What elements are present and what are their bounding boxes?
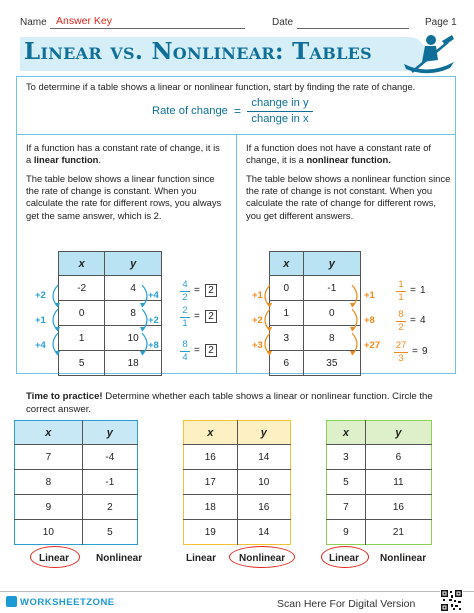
option-nonlinear[interactable]: Nonlinear (380, 553, 427, 564)
rowing-mascot-icon (398, 32, 458, 76)
intro-text: To determine if a table shows a linear or nonlinear function, start by finding the rate of change. (26, 81, 416, 92)
ratio-numerator: 1 (398, 279, 404, 290)
table-row: 8 -1 (15, 470, 138, 495)
table-row: 10 5 (15, 520, 138, 545)
table-row: 6 35 (270, 351, 361, 376)
table-row: 19 14 (184, 520, 291, 545)
ratio-denominator: 4 (182, 352, 188, 363)
y-change-label: +8 (364, 315, 375, 326)
table-row: 9 21 (327, 520, 432, 545)
table-row: 17 10 (184, 470, 291, 495)
nonlinear-definition: If a function does not have a constant rate of change, it is a nonlinear function. (246, 142, 432, 166)
box-divider-vertical (236, 134, 237, 373)
ratio-denominator: 1 (398, 292, 404, 303)
linear-definition: If a function has a constant rate of change, it is a linear function. (26, 142, 220, 166)
column-header: x (184, 421, 238, 445)
footer-divider (0, 591, 474, 592)
ratio-denominator: 2 (182, 292, 188, 303)
x-change-label: +4 (35, 340, 46, 351)
table-row: 5 11 (327, 470, 432, 495)
ratio-result: 1 (420, 285, 426, 296)
option-linear[interactable]: Linear (186, 553, 217, 564)
ratio-numerator: 4 (182, 279, 188, 290)
table-row: -2 4 (59, 276, 162, 301)
qr-code-icon[interactable] (440, 589, 463, 612)
table-row: 7 -4 (15, 445, 138, 470)
table-row: 1 10 (59, 326, 162, 351)
ratio-result: 4 (420, 315, 426, 326)
table-row: 7 16 (327, 495, 432, 520)
date-label: Date (272, 17, 294, 28)
option-linear[interactable]: Linear (329, 553, 360, 564)
ratio-equals: = (410, 315, 416, 326)
ratio-equals: = (194, 311, 200, 322)
column-header: x (327, 421, 366, 445)
table-row: 5 18 (59, 351, 162, 376)
column-header: y (82, 421, 137, 445)
x-change-label: +1 (35, 315, 46, 326)
ratio-numerator: 8 (398, 309, 404, 320)
table-row: 16 14 (184, 445, 291, 470)
table-row: 1 0 (270, 301, 361, 326)
name-value: Answer Key (56, 15, 113, 27)
rate-of-change-label: Rate of change (152, 105, 228, 117)
page-title: Linear vs. Nonlinear: Tables (24, 38, 372, 65)
y-change-label: +8 (148, 340, 159, 351)
option-nonlinear[interactable]: Nonlinear (239, 553, 286, 564)
date-line (297, 28, 409, 29)
formula-fraction-bar (247, 111, 313, 112)
option-linear[interactable]: Linear (39, 553, 70, 564)
ratio-numerator: 8 (182, 339, 188, 350)
name-label: Name (20, 17, 47, 28)
ratio-result: 9 (422, 346, 428, 357)
nonlinear-explanation: The table below shows a nonlinear function since the rate of change is not constant. When you calculate the rate of change for different rows, you get different answers. (246, 173, 451, 221)
ratio-result: 2 (205, 284, 217, 297)
column-header: x (15, 421, 83, 445)
ratio-numerator: 27 (395, 340, 407, 351)
column-header: x (59, 252, 105, 276)
linear-explanation: The table below shows a linear function since the rate of change is constant. When you calculate the rate for different rows, you always get the same answer, which is 2. (26, 173, 222, 221)
table-row: 0 -1 (270, 276, 361, 301)
ratio-result: 2 (205, 310, 217, 323)
scan-prompt: Scan Here For Digital Version (277, 598, 416, 610)
ratio-denominator: 3 (398, 353, 404, 364)
x-change-label: +3 (252, 340, 263, 351)
practice-instructions: Time to practice! Determine whether each table shows a linear or nonlinear function. Circle the correct answer. (26, 391, 433, 415)
practice-table-2 (183, 420, 291, 545)
ratio-result: 2 (205, 344, 217, 357)
page-number: Page 1 (425, 17, 457, 28)
x-change-label: +2 (35, 290, 46, 301)
column-header: y (365, 421, 431, 445)
y-change-label: +4 (148, 290, 159, 301)
table-row: 18 16 (184, 495, 291, 520)
column-header: y (105, 252, 162, 276)
ratio-equals: = (194, 285, 200, 296)
ratio-equals: = (194, 345, 200, 356)
practice-table-1 (14, 420, 138, 545)
ratio-denominator: 2 (398, 322, 404, 333)
y-change-label: +2 (148, 315, 159, 326)
ratio-equals: = (410, 285, 416, 296)
ratio-denominator: 1 (182, 318, 188, 329)
table-row: 3 8 (270, 326, 361, 351)
brand-logo: WORKSHEETZONE (20, 597, 115, 608)
name-line (50, 28, 245, 29)
ratio-numerator: 2 (182, 305, 188, 316)
table-row: 0 8 (59, 301, 162, 326)
table-row: 3 6 (327, 445, 432, 470)
option-nonlinear[interactable]: Nonlinear (96, 553, 143, 564)
formula-numerator: change in y (251, 97, 309, 109)
equals-sign: = (234, 104, 242, 118)
x-change-label: +1 (252, 290, 263, 301)
formula-denominator: change in x (251, 113, 309, 125)
column-header: x (270, 252, 304, 276)
y-change-label: +1 (364, 290, 375, 301)
x-change-label: +2 (252, 315, 263, 326)
practice-table-3 (326, 420, 432, 545)
y-change-label: +27 (364, 340, 381, 351)
worksheetzone-logo-icon (6, 596, 17, 607)
column-header: y (303, 252, 360, 276)
column-header: y (237, 421, 291, 445)
table-row: 9 2 (15, 495, 138, 520)
ratio-equals: = (412, 346, 418, 357)
